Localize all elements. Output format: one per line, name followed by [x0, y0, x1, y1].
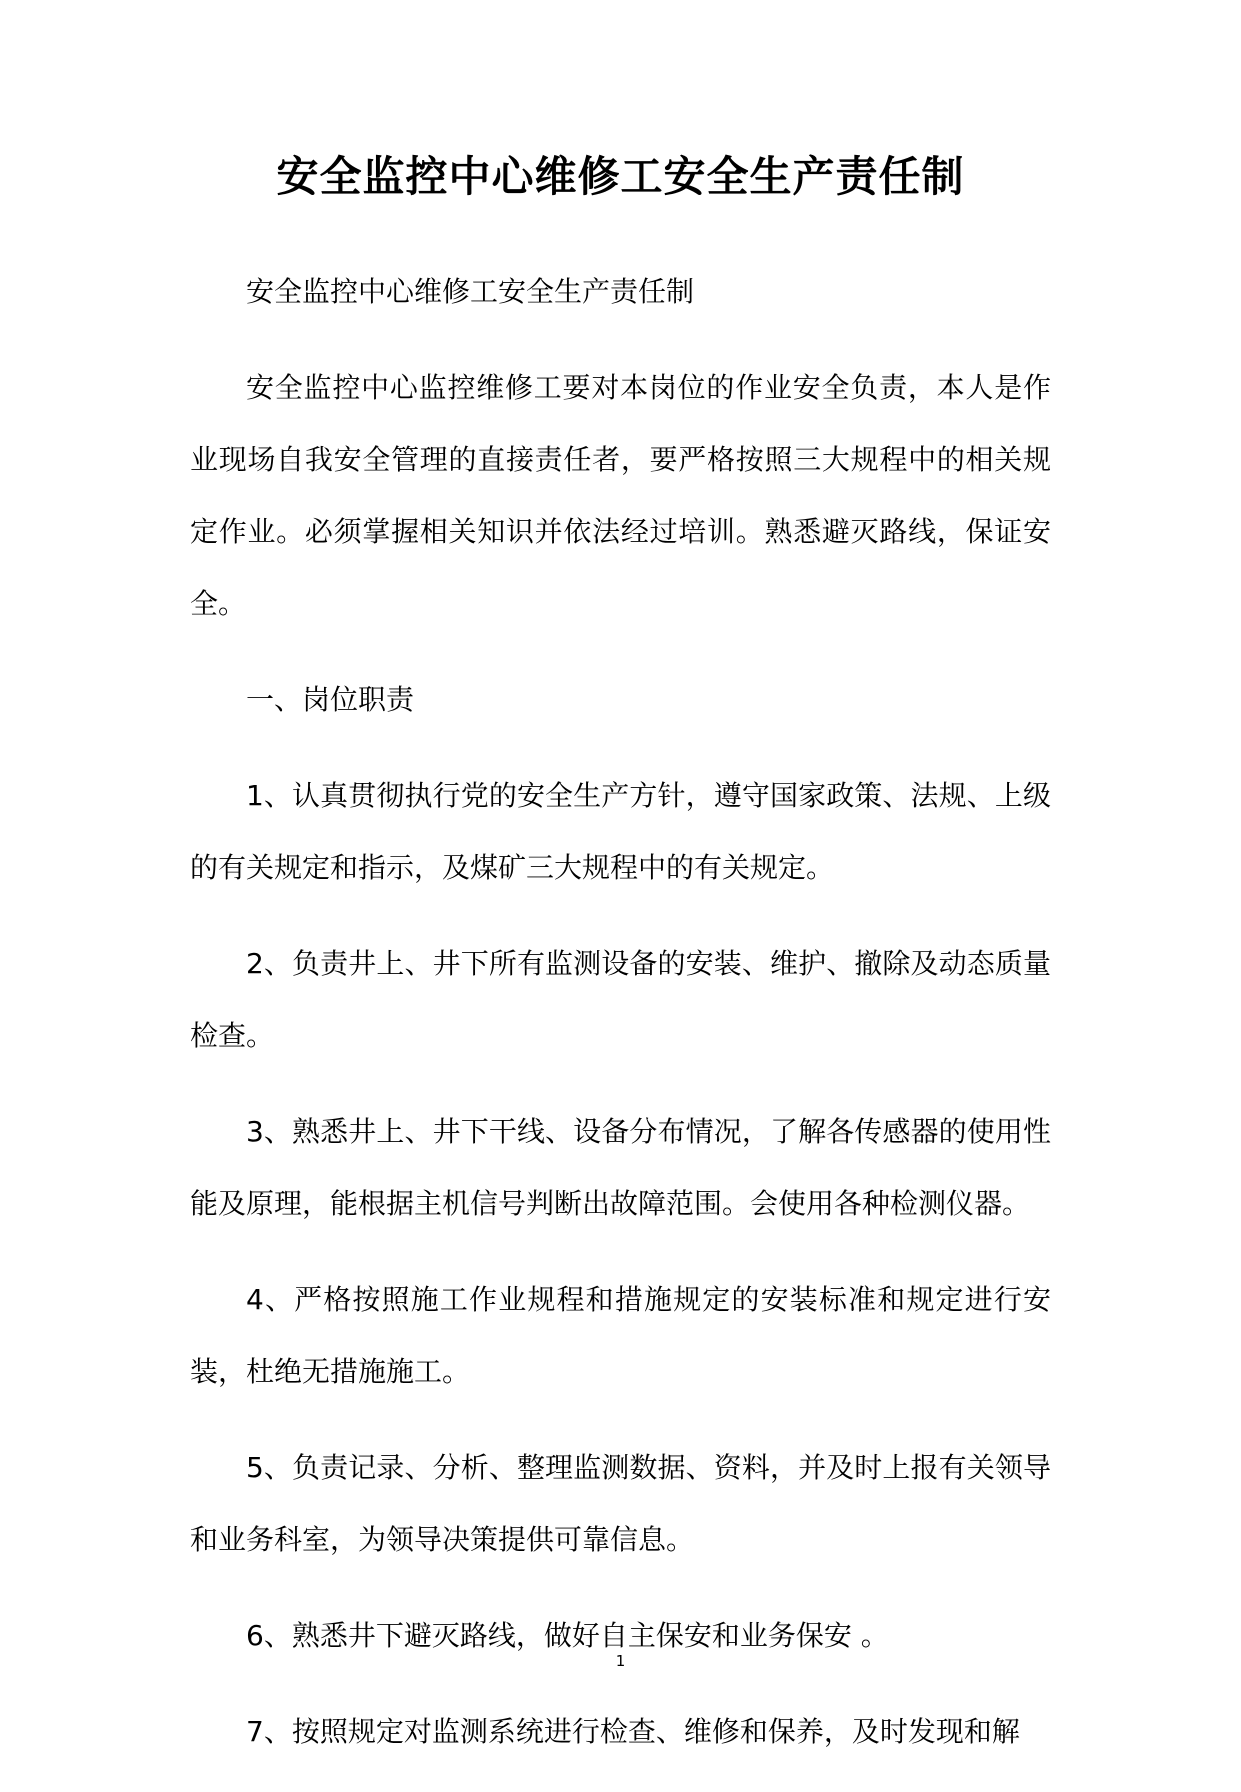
paragraph-subtitle: 安全监控中心维修工安全生产责任制 — [246, 275, 695, 308]
page-number: 1 — [615, 1652, 626, 1670]
document-body — [190, 256, 1051, 1792]
duty-item-4: 4、严格按照施工作业规程和措施规定的安装标准和规定进行安装，杜绝无措施施工。 — [190, 1283, 1051, 1388]
duty-item-5: 5、负责记录、分析、整理监测数据、资料，并及时上报有关领导和业务科室，为领导决策提供可靠信息。 — [190, 1451, 1051, 1556]
duty-item-1: 1、认真贯彻执行党的安全生产方针，遵守国家政策、法规、上级的有关规定和指示，及煤矿三大规程中的有关规定。 — [190, 779, 1051, 884]
section-heading-duties: 一、岗位职责 — [246, 683, 415, 716]
paragraph-intro: 安全监控中心监控维修工要对本岗位的作业安全负责，本人是作业现场自我安全管理的直接责任者，要严格按照三大规程中的相关规定作业。必须掌握相关知识并依法经过培训。熟悉避灭路线，保证安全。 — [190, 371, 1051, 620]
document-title: 安全监控中心维修工安全生产责任制 — [276, 152, 965, 201]
duty-item-6: 6、熟悉井下避灭路线，做好自主保安和业务保安 。 — [246, 1619, 889, 1652]
duty-item-2: 2、负责井上、井下所有监测设备的安装、维护、撤除及动态质量检查。 — [190, 947, 1051, 1052]
duty-item-3: 3、熟悉井上、井下干线、设备分布情况，了解各传感器的使用性能及原理，能根据主机信号判断出故障范围。会使用各种检测仪器。 — [190, 1115, 1051, 1220]
duty-item-7: 7、按照规定对监测系统进行检查、维修和保养，及时发现和解 — [246, 1715, 1020, 1748]
